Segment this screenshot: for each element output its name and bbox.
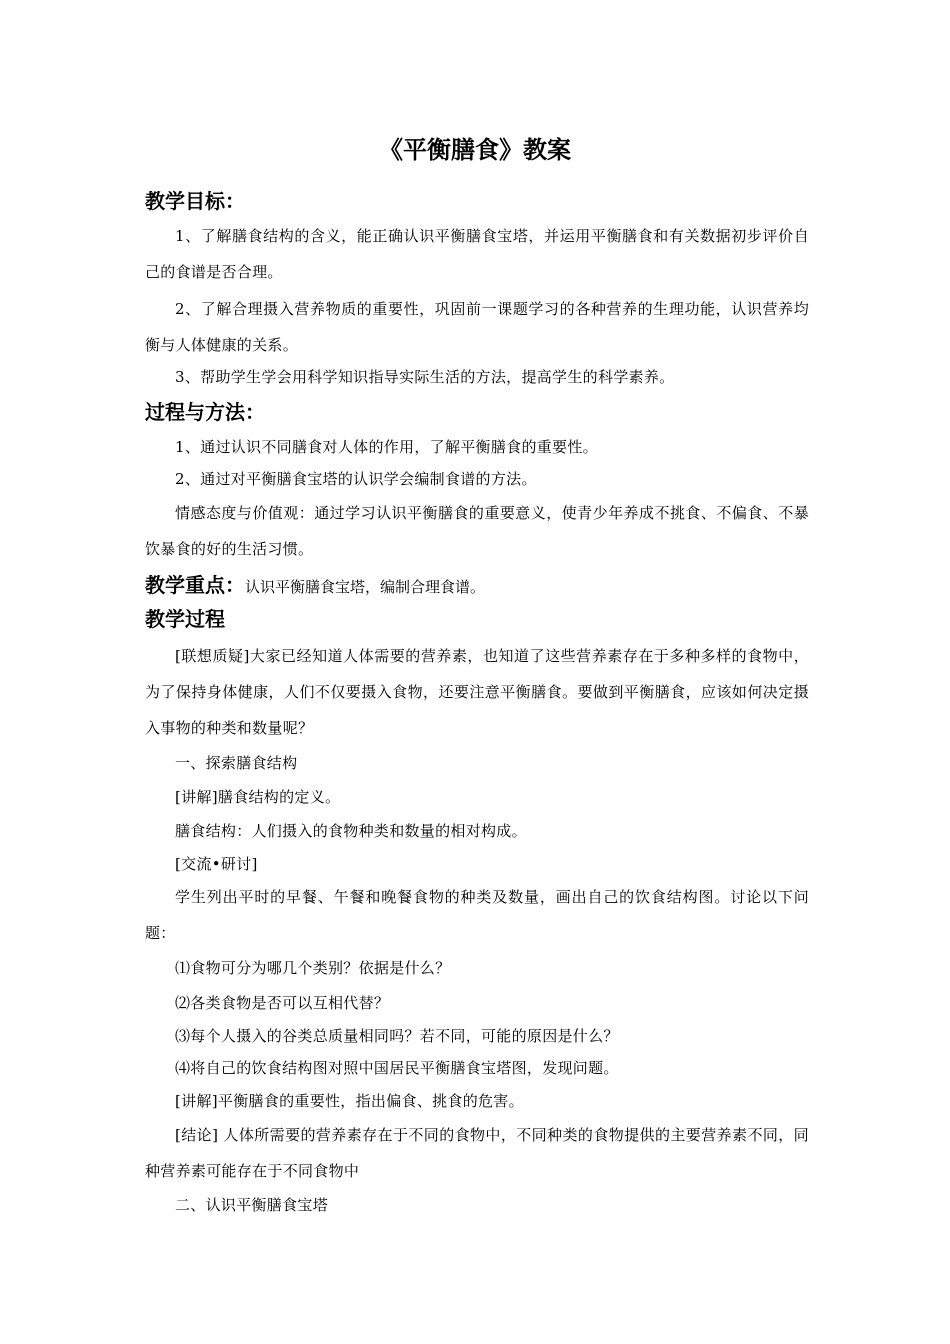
procedure-discussion-label: [交流•研讨] [175,855,258,873]
question-2: ⑵各类食物是否可以互相代替？ [175,994,390,1012]
procedure-heading: 教学过程 [145,607,225,631]
objective-item-2: 2、了解合理摄入营养物质的重要性，巩固前一课题学习的各种营养的生理功能，认识营养均衡与人体健康的关系。 [145,300,809,354]
key-points-line [145,570,485,602]
procedure-explain-importance: [讲解]平衡膳食的重要性，指出偏食、挑食的危害。 [175,1092,524,1110]
process-item-2: 2、通过对平衡膳食宝塔的认识学会编制食谱的方法。 [175,470,537,488]
question-3: ⑶每个人摄入的谷类总质量相同吗？若不同，可能的原因是什么？ [175,1027,619,1045]
procedure-paragraph-intro: [联想质疑]大家已经知道人体需要的营养素，也知道了这些营养素存在于多种多样的食物中，为了保持身体健康，人们不仅要摄入食物，还要注意平衡膳食。要做到平衡膳食，应该如何决定摄入事物的种类和数量呢？ [145,647,809,737]
process-item-1: 1、通过认识不同膳食对人体的作用，了解平衡膳食的重要性。 [175,438,598,456]
key-points-heading: 教学重点： [145,573,245,597]
question-1: ⑴食物可分为哪几个类别？依据是什么？ [175,959,451,977]
procedure-discussion-task: 学生列出平时的早餐、午餐和晚餐食物的种类及数量，画出自己的饮食结构图。讨论以下问题： [145,888,809,942]
attitude-values-paragraph: 情感态度与价值观：通过学习认识平衡膳食的重要意义，使青少年养成不挑食、不偏食、不暴饮暴食的好的生活习惯。 [145,504,809,558]
objective-item-1: 1、了解膳食结构的含义，能正确认识平衡膳食宝塔，并运用平衡膳食和有关数据初步评价自己的食谱是否合理。 [145,227,809,281]
process-methods-heading: 过程与方法： [145,400,265,424]
key-points-text: 认识平衡膳食宝塔，编制合理食谱。 [245,578,486,596]
procedure-section-2-title: 二、认识平衡膳食宝塔 [175,1196,329,1214]
objective-item-3: 3、帮助学生学会用科学知识指导实际生活的方法，提高学生的科学素养。 [175,368,675,386]
procedure-explain-definition: [讲解]膳食结构的定义。 [175,788,341,806]
procedure-definition: 膳食结构：人们摄入的食物种类和数量的相对构成。 [175,822,527,840]
procedure-conclusion: [结论] 人体所需要的营养素存在于不同的食物中，不同种类的食物提供的主要营养素不同，同种营养素可能存在于不同食物中 [145,1126,809,1180]
procedure-section-1-title: 一、探索膳食结构 [175,754,298,772]
objectives-heading: 教学目标： [145,189,245,213]
document-title: 《平衡膳食》教案 [379,136,571,164]
question-4: ⑷将自己的饮食结构图对照中国居民平衡膳食宝塔图，发现问题。 [175,1059,619,1077]
